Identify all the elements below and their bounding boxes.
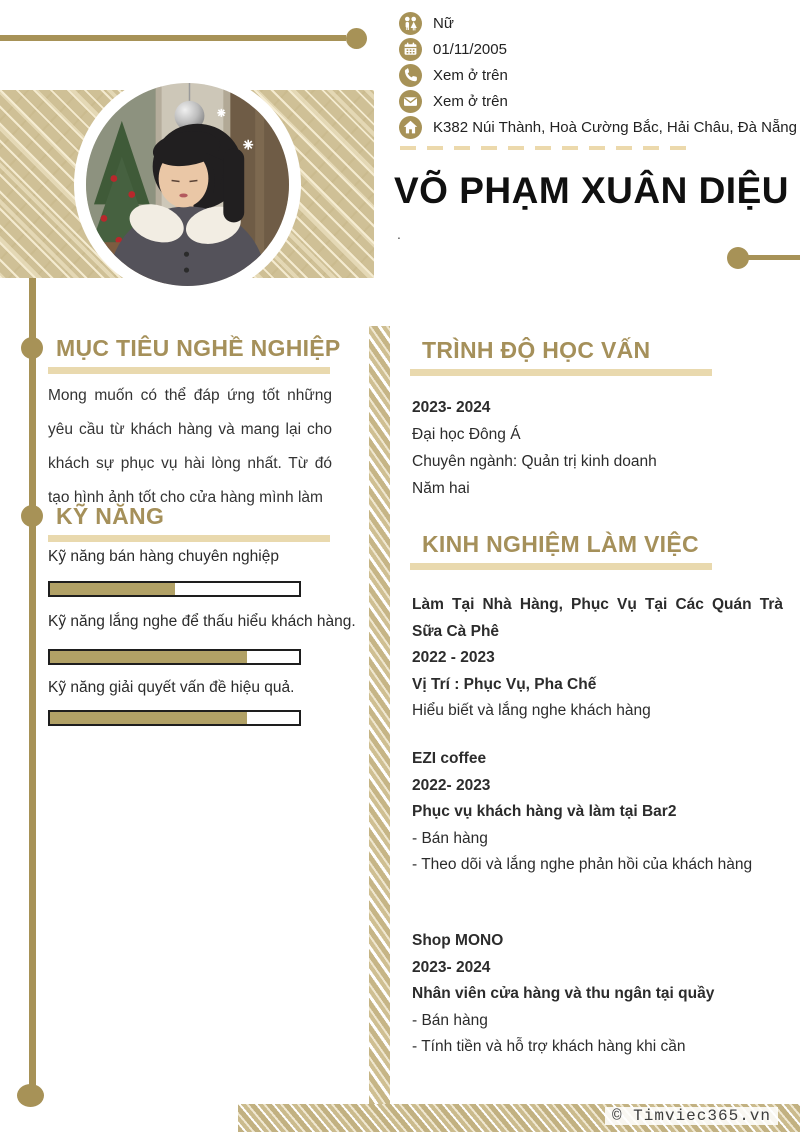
experience-period: 2022 - 2023 <box>412 649 495 666</box>
left-timeline-line <box>29 278 36 1085</box>
mail-icon <box>399 90 422 113</box>
top-accent-dot <box>346 28 367 49</box>
skill-bar <box>48 581 301 597</box>
experience-detail: - Bán hàng <box>412 829 488 847</box>
top-accent-line <box>0 35 346 41</box>
timeline-bullet-objective <box>21 337 43 359</box>
skills-title: KỸ NĂNG <box>56 503 165 529</box>
gender-value: Nữ <box>433 15 454 32</box>
experience-role: Phục vụ khách hàng và làm tại Bar2 <box>412 803 677 820</box>
experience-company: Làm Tại Nhà Hàng, Phục Vụ Tại Các Quán Trà Sữa Cà Phê <box>412 596 783 640</box>
contact-row-birthdate <box>399 38 789 61</box>
skills-underline <box>48 535 330 542</box>
skill-bar-fill <box>50 651 247 663</box>
experience-detail: - Tính tiền và hỗ trợ khách hàng khi cần <box>412 1038 686 1055</box>
email-value: Xem ở trên <box>433 93 508 110</box>
experience-detail: Hiểu biết và lắng nghe khách hàng <box>412 702 651 719</box>
objective-underline <box>48 367 330 374</box>
skill-bar <box>48 710 301 726</box>
footer-credit: © Timviec365.vn <box>605 1107 778 1125</box>
experience-role: Vị Trí : Phục Vụ, Pha Chế <box>412 675 597 693</box>
profile-photo-illustration <box>86 83 289 286</box>
section-skills-header <box>48 502 330 542</box>
experience-period: 2023- 2024 <box>412 958 491 976</box>
address-value: K382 Núi Thành, Hoà Cường Bắc, Hải Châu, Đà Nẵng <box>433 119 797 136</box>
experience-period: 2022- 2023 <box>412 776 491 794</box>
section-education-header <box>410 336 712 376</box>
phone-value: Xem ở trên <box>433 67 508 84</box>
gender-icon <box>399 12 422 35</box>
name-note-dot: . <box>397 226 401 242</box>
contact-row-address <box>399 116 797 139</box>
calendar-icon <box>399 38 422 61</box>
experience-detail: - Bán hàng <box>412 1011 488 1029</box>
timeline-end-dot <box>17 1084 44 1107</box>
experience-company: EZI coffee <box>412 750 487 767</box>
education-major: Chuyên ngành: Quản trị kinh doanh <box>412 453 657 470</box>
education-title: TRÌNH ĐỘ HỌC VẤN <box>422 337 651 363</box>
education-year: Năm hai <box>412 480 470 497</box>
skill-label: Kỹ năng lắng nghe để thấu hiểu khách hàng. <box>48 613 356 630</box>
education-entry <box>412 394 784 502</box>
skill-label: Kỹ năng bán hàng chuyên nghiệp <box>48 548 279 565</box>
profile-photo <box>86 83 289 286</box>
right-accent-line <box>744 255 800 260</box>
contact-row-email <box>399 90 789 113</box>
experience-company: Shop MONO <box>412 932 504 949</box>
contact-dashed-separator <box>400 146 687 150</box>
contact-row-phone <box>399 64 789 87</box>
experience-entry <box>412 928 783 1061</box>
experience-entry <box>412 592 783 725</box>
education-period: 2023- 2024 <box>412 399 491 416</box>
skill-bar-fill <box>50 712 247 724</box>
candidate-name: VÕ PHẠM XUÂN DIỆU <box>394 170 789 211</box>
experience-role: Nhân viên cửa hàng và thu ngân tại quầy <box>412 985 715 1002</box>
education-underline <box>410 369 712 376</box>
birthdate-value: 01/11/2005 <box>433 41 507 58</box>
skill-bar-fill <box>50 583 175 595</box>
education-school: Đại học Đông Á <box>412 426 521 443</box>
home-icon <box>399 116 422 139</box>
phone-icon <box>399 64 422 87</box>
section-experience-header <box>410 530 712 570</box>
profile-photo-ring <box>74 71 301 298</box>
section-objective-header <box>48 334 341 374</box>
experience-detail: - Theo dõi và lắng nghe phản hồi của khách hàng <box>412 856 753 873</box>
skill-label: Kỹ năng giải quyết vấn đề hiệu quả. <box>48 679 295 696</box>
experience-entry <box>412 746 783 879</box>
objective-title: MỤC TIÊU NGHỀ NGHIỆP <box>56 335 341 361</box>
footer-hatch-bar <box>238 1104 800 1132</box>
column-divider-hatch <box>369 326 390 1104</box>
contact-info <box>399 12 797 142</box>
skill-bar <box>48 649 301 665</box>
contact-row-gender <box>399 12 789 35</box>
experience-underline <box>410 563 712 570</box>
timeline-bullet-skills <box>21 505 43 527</box>
objective-text: Mong muốn có thể đáp ứng tốt những yêu cầu từ khách hàng và mang lại cho khách sự phục vụ hài lòng nhất. Từ đó tạo hình ảnh tốt cho cửa hàng mình làm <box>48 387 332 506</box>
experience-title: KINH NGHIỆM LÀM VIỆC <box>422 531 699 557</box>
